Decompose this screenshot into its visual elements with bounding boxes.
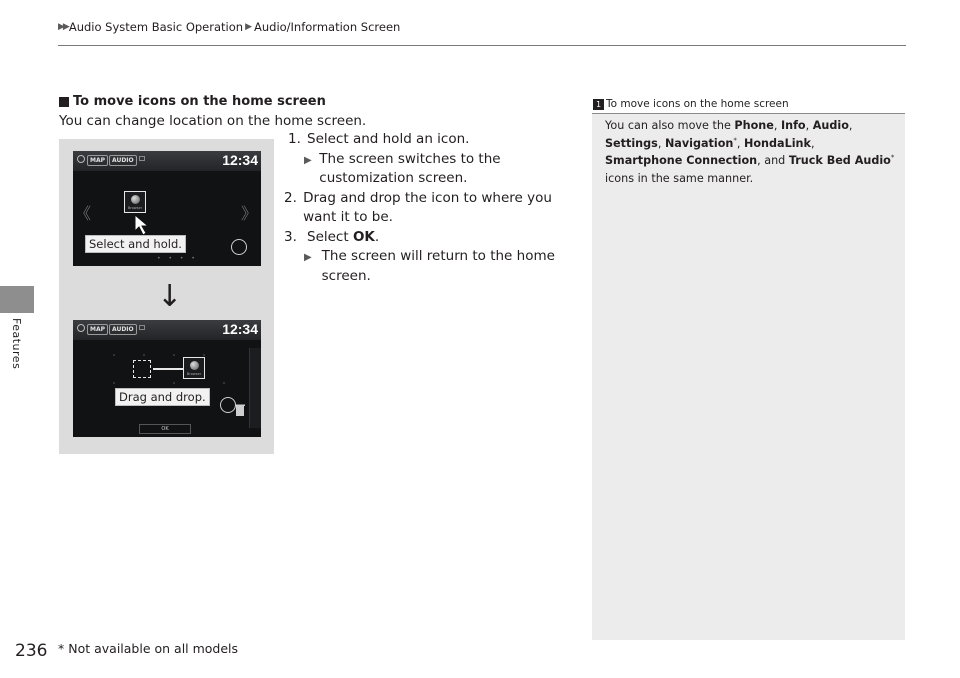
grid-dot [203,354,205,356]
note-text: , [805,119,813,132]
page-dots: • • • • [157,255,198,262]
display-icon [139,325,145,330]
note-text: icons in the same manner. [605,171,754,185]
breadcrumb-level1[interactable]: Audio System Basic Operation [68,20,244,34]
ok-button: OK [139,424,191,434]
chevron-right-icon: 》 [241,204,258,223]
select-hold-caption: Select and hold. [85,235,186,253]
note-text: , and [757,154,789,167]
step-text [307,228,379,248]
note-text: , [736,136,744,150]
footnote-marker: * [733,135,737,144]
map-button: MAP [87,155,108,166]
square-bullet-icon [59,97,69,107]
section-heading [59,94,326,109]
hondalink-term: HondaLink [744,136,811,150]
step-text: Select and hold an icon. [307,131,470,147]
note-text: , [848,119,853,132]
home-screen-before [73,151,261,266]
down-arrow-icon: ↓ [157,279,183,314]
side-tile [249,348,261,428]
step-number: 1. [288,131,301,147]
step-text: Drag and drop the icon to where you want it to be. [303,189,552,225]
app-label: Browser [127,206,143,210]
note-header [592,95,905,114]
breadcrumb-level2[interactable]: Audio/Information Screen [253,20,401,34]
trash-icon [235,404,245,416]
note-text: , [657,136,665,150]
smartphone-connection-term: Smartphone Connection [605,154,758,167]
step-3 [284,228,588,248]
step-text-post: . [374,228,380,245]
side-note [592,95,905,640]
drag-path-arrow [153,368,183,370]
settings-term: Settings [605,136,658,150]
grid-dot [113,382,115,384]
grid-dot [173,354,175,356]
grid-dot [113,354,115,356]
clock: 12:34 [222,152,258,168]
header-divider [58,45,906,46]
info-term: Info [780,119,806,132]
navigation-term: Navigation [664,136,734,150]
breadcrumb [58,20,400,34]
step-1 [288,130,588,150]
grid-dot [223,382,225,384]
chapter-tab [0,286,34,313]
result-arrow-icon: ▶ [304,154,312,166]
step-result-text: The screen switches to the customization screen. [319,150,501,186]
note-title: To move icons on the home screen [606,98,789,110]
note-text: , [773,119,781,132]
status-bar [73,320,261,340]
note-text: You can also move the [605,119,735,132]
step-result-text: The screen will return to the home screen. [321,248,555,284]
illustration-panel [59,139,274,454]
footnote-marker: * [890,153,895,162]
home-icon [77,155,85,163]
arrow-icon: ▶ [245,22,252,32]
audio-button: AUDIO [109,324,137,335]
note-number-badge: 1 [593,99,604,110]
audio-term: Audio [812,119,849,132]
note-body [605,117,895,187]
grid-dot [143,354,145,356]
step-number: 2. [284,189,297,206]
section-intro: You can change location on the home screen. [59,113,367,129]
menu-grid-icon [220,397,236,413]
page-number: 236 [15,641,48,661]
step-3-result [288,247,588,286]
section-heading-text: To move icons on the home screen [73,94,326,109]
drag-drop-caption: Drag and drop. [115,388,210,406]
clock: 12:34 [222,321,258,337]
grid-dot [173,382,175,384]
double-arrow-icon: ▶▶ [58,22,68,32]
status-bar [73,151,261,171]
drop-target-outline [133,360,151,378]
chevron-left-icon: 《 [75,204,92,223]
chapter-label: Features [10,318,23,370]
step-2 [284,189,588,228]
home-icon [77,324,85,332]
menu-grid-icon [231,239,247,255]
note-text: , [810,136,815,150]
step-text-pre: Select [307,228,353,245]
globe-icon [131,195,140,204]
step-1-result [288,150,588,189]
browser-app-icon [124,191,146,213]
browser-app-icon [183,357,205,379]
map-button: MAP [87,324,108,335]
footnote: * Not available on all models [58,641,239,656]
step-list [284,130,588,286]
customization-screen [73,320,261,437]
app-label: Browser [186,372,202,376]
phone-term: Phone [734,119,774,132]
globe-icon [190,361,199,370]
step-number: 3. [284,228,297,245]
ok-label: OK [352,228,375,245]
display-icon [139,156,145,161]
result-arrow-icon: ▶ [304,252,312,263]
audio-button: AUDIO [109,155,137,166]
truck-bed-audio-term: Truck Bed Audio [788,154,891,167]
